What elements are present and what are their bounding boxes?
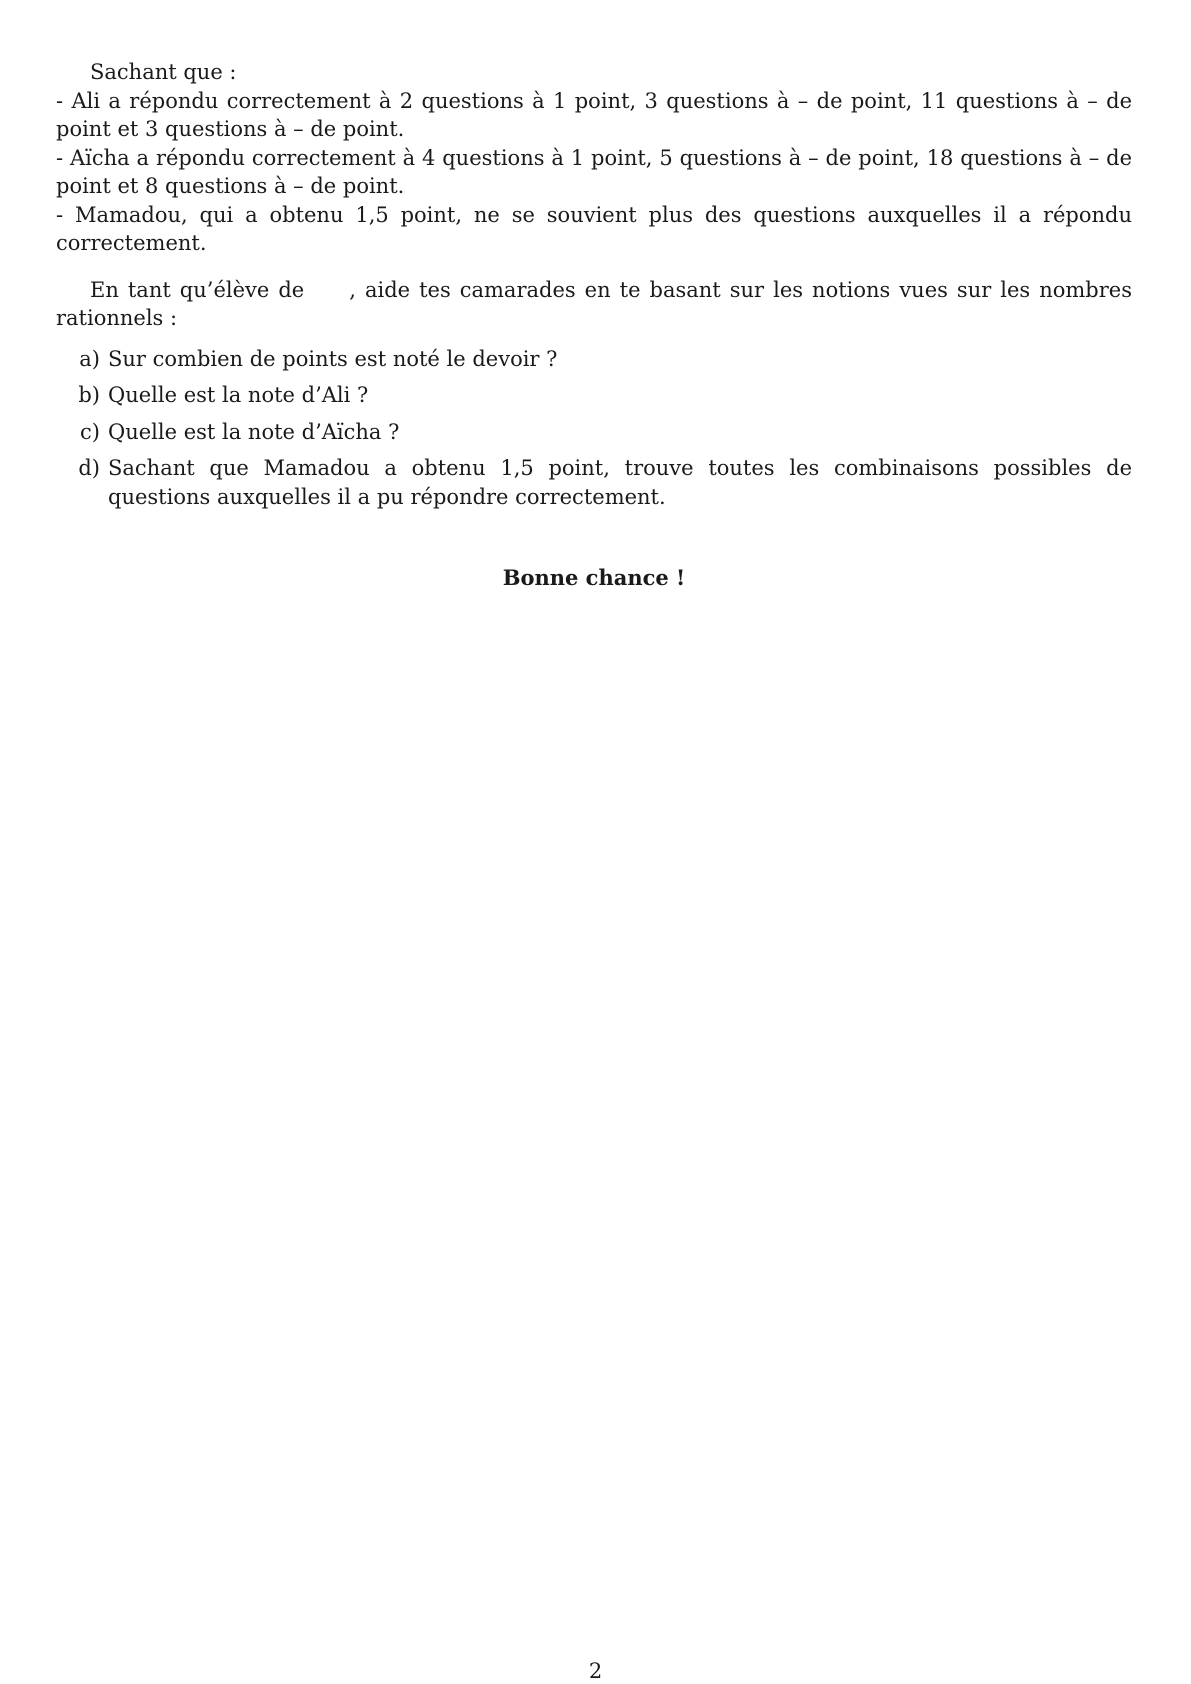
question-list: [56, 345, 1132, 512]
instructions-intro: En tant qu’élève de , aide tes camarades en te basant sur les notions vues sur les nombres rationnels :: [56, 277, 1139, 330]
fact-mamadou: - Mamadou, qui a obtenu 1,5 point, ne se souvient plus des questions auxquelles il a répondu correctement.: [56, 202, 1132, 255]
page-number: 2: [588, 1659, 603, 1683]
question-text: Quelle est la note d’Ali ?: [108, 383, 369, 407]
question-marker: c): [80, 419, 100, 444]
question-item: [56, 454, 1132, 511]
question-text: Quelle est la note d’Aïcha ?: [108, 419, 400, 444]
question-marker: d): [78, 456, 100, 480]
question-item: [56, 381, 1132, 410]
document-page: [56, 58, 1139, 590]
context-lead: Sachant que :: [90, 60, 237, 84]
closing-message: Bonne chance !: [502, 565, 686, 590]
question-item: [56, 418, 1132, 447]
fact-aicha: - Aïcha a répondu correctement à 4 questions à 1 point, 5 questions à – de point, 18 questions à – de point et 8 questions à – de point.: [56, 145, 1132, 198]
question-item: [56, 345, 1132, 374]
context-section: [56, 58, 1132, 258]
question-marker: b): [78, 383, 100, 407]
fact-ali: - Ali a répondu correctement à 2 questions à 1 point, 3 questions à – de point, 11 questions à – de point et 3 questions à – de point.: [56, 88, 1132, 141]
question-marker: a): [79, 346, 100, 371]
question-text: Sachant que Mamadou a obtenu 1,5 point, trouve toutes les combinaisons possibles de questions auxquelles il a pu répondre correctement.: [108, 456, 1132, 509]
question-text: Sur combien de points est noté le devoir ?: [108, 346, 558, 371]
